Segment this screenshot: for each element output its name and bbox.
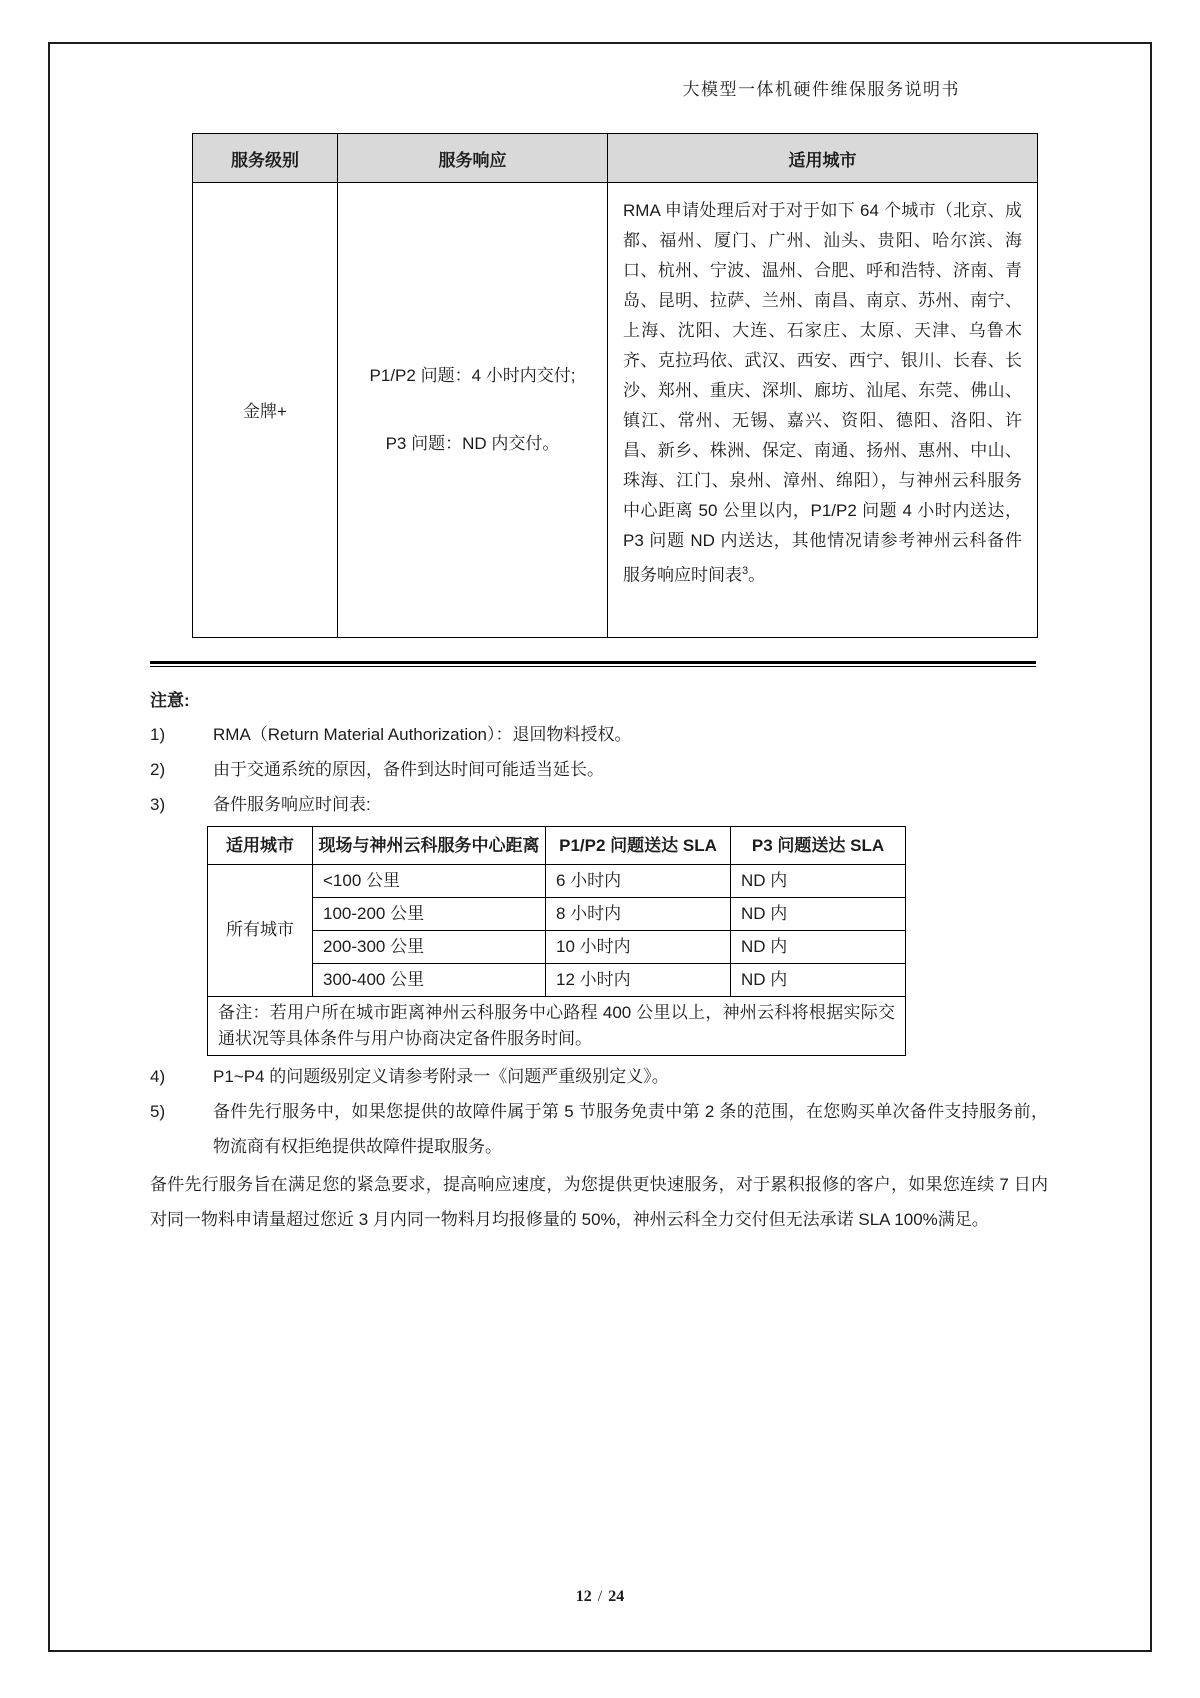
service-table-header-row [193, 134, 1038, 183]
cell-service-level: 金牌+ [193, 183, 338, 638]
notice-item-4-number: 4) [150, 1066, 166, 1086]
response-p1p2: P1/P2 问题：4 小时内交付; [369, 365, 576, 385]
notice-item-4 [150, 1059, 1048, 1094]
cities-description-suffix: 。 [748, 565, 766, 585]
sla-header-distance: 现场与神州云科服务中心距离 [313, 826, 546, 864]
sla-row-1-p12: 6 小时内 [546, 864, 731, 897]
sla-row-4-p3: ND 内 [731, 963, 906, 996]
service-table-row-gold-plus [193, 183, 1038, 638]
document-header-title: 大模型一体机硬件维保服务说明书 [682, 80, 960, 99]
sla-table-header-row [208, 826, 906, 864]
sla-row-4-distance: 300-400 公里 [313, 963, 546, 996]
sla-row-1-p3: ND 内 [731, 864, 906, 897]
header-service-level: 服务级别 [193, 134, 338, 183]
sla-row-4 [208, 963, 906, 996]
notice-item-3-number: 3) [150, 794, 166, 814]
sla-row-2 [208, 897, 906, 930]
closing-paragraph: 备件先行服务旨在满足您的紧急要求，提高响应速度，为您提供更快速服务，对于累积报修的客户，如果您连续 7 日内对同一物料申请量超过您近 3 月内同一物料月均报修量的 50%，神州云科全力交付但无法承诺 SLA 100%满足。 [150, 1174, 1048, 1229]
sla-note-row [208, 996, 906, 1055]
spare-parts-sla-table [207, 826, 906, 1056]
notice-item-2-text: 由于交通系统的原因，备件到达时间可能适当延长。 [213, 759, 604, 779]
notice-item-5-text: 备件先行服务中，如果您提供的故障件属于第 5 节服务免责中第 2 条的范围，在您购买单次备件支持服务前，物流商有权拒绝提供故障件提取服务。 [213, 1101, 1048, 1156]
notice-item-2-number: 2) [150, 759, 166, 779]
service-level-table [192, 133, 1038, 638]
page-footer [0, 1588, 1200, 1606]
footer-separator: / [597, 1588, 603, 1605]
notice-item-1 [150, 717, 1048, 752]
sla-row-2-distance: 100-200 公里 [313, 897, 546, 930]
notice-heading: 注意: [150, 690, 190, 710]
header-service-response: 服务响应 [338, 134, 608, 183]
notice-item-4-text: P1~P4 的问题级别定义请参考附录一《问题严重级别定义》。 [213, 1066, 669, 1086]
notice-item-5 [150, 1094, 1048, 1164]
sla-header-p12: P1/P2 问题送达 SLA [546, 826, 731, 864]
footnote-ref-3: 3 [742, 565, 749, 577]
sla-row-3-p3: ND 内 [731, 930, 906, 963]
notice-item-3 [150, 787, 1048, 822]
sla-row-1 [208, 864, 906, 897]
sla-header-city: 适用城市 [208, 826, 313, 864]
sla-city-scope: 所有城市 [208, 864, 313, 996]
notice-item-5-number: 5) [150, 1101, 166, 1121]
header-applicable-cities: 适用城市 [608, 134, 1038, 183]
cities-description: RMA 申请处理后对于对于如下 64 个城市（北京、成都、福州、厦门、广州、汕头、贵阳、哈尔滨、海口、杭州、宁波、温州、合肥、呼和浩特、济南、青岛、昆明、拉萨、兰州、南昌、南京、苏州、南宁、上海、沈阳、大连、石家庄、太原、天津、乌鲁木齐、克拉玛依、武汉、西安、西宁、银川、长春、长沙、郑州、重庆、深圳、廊坊、汕尾、东莞、佛山、镇江、常州、无锡、嘉兴、资阳、德阳、洛阳、许昌、新乡、株洲、保定、南通、扬州、惠州、中山、珠海、江门、泉州、漳州、绵阳），与神州云科服务中心距离 50 公里以内，P1/P2 问题 4 小时内送达，P3 问题 ND 内送达，其他情况请参考神州云科备件服务响应时间表 [623, 201, 1022, 585]
response-p3: P3 问题：ND 内交付。 [385, 433, 560, 453]
sla-row-2-p12: 8 小时内 [546, 897, 731, 930]
sla-row-2-p3: ND 内 [731, 897, 906, 930]
page-content [150, 0, 1048, 1237]
thick-thin-divider [150, 661, 1036, 667]
cell-service-response [338, 183, 608, 638]
footer-current-page: 12 [575, 1588, 592, 1605]
sla-row-3-distance: 200-300 公里 [313, 930, 546, 963]
sla-header-p3: P3 问题送达 SLA [731, 826, 906, 864]
sla-row-4-p12: 12 小时内 [546, 963, 731, 996]
sla-row-3-p12: 10 小时内 [546, 930, 731, 963]
cell-applicable-cities [608, 183, 1038, 638]
notice-item-1-text: RMA（Return Material Authorization）：退回物料授权。 [213, 724, 632, 744]
notice-item-1-number: 1) [150, 724, 166, 744]
sla-row-3 [208, 930, 906, 963]
sla-row-1-distance: <100 公里 [313, 864, 546, 897]
sla-note-text: 备注：若用户所在城市距离神州云科服务中心路程 400 公里以上，神州云科将根据实际交通状况等具体条件与用户协商决定备件服务时间。 [208, 996, 906, 1055]
footer-total-pages: 24 [608, 1588, 625, 1605]
notice-item-3-text: 备件服务响应时间表: [213, 794, 371, 814]
notice-item-2 [150, 752, 1048, 787]
